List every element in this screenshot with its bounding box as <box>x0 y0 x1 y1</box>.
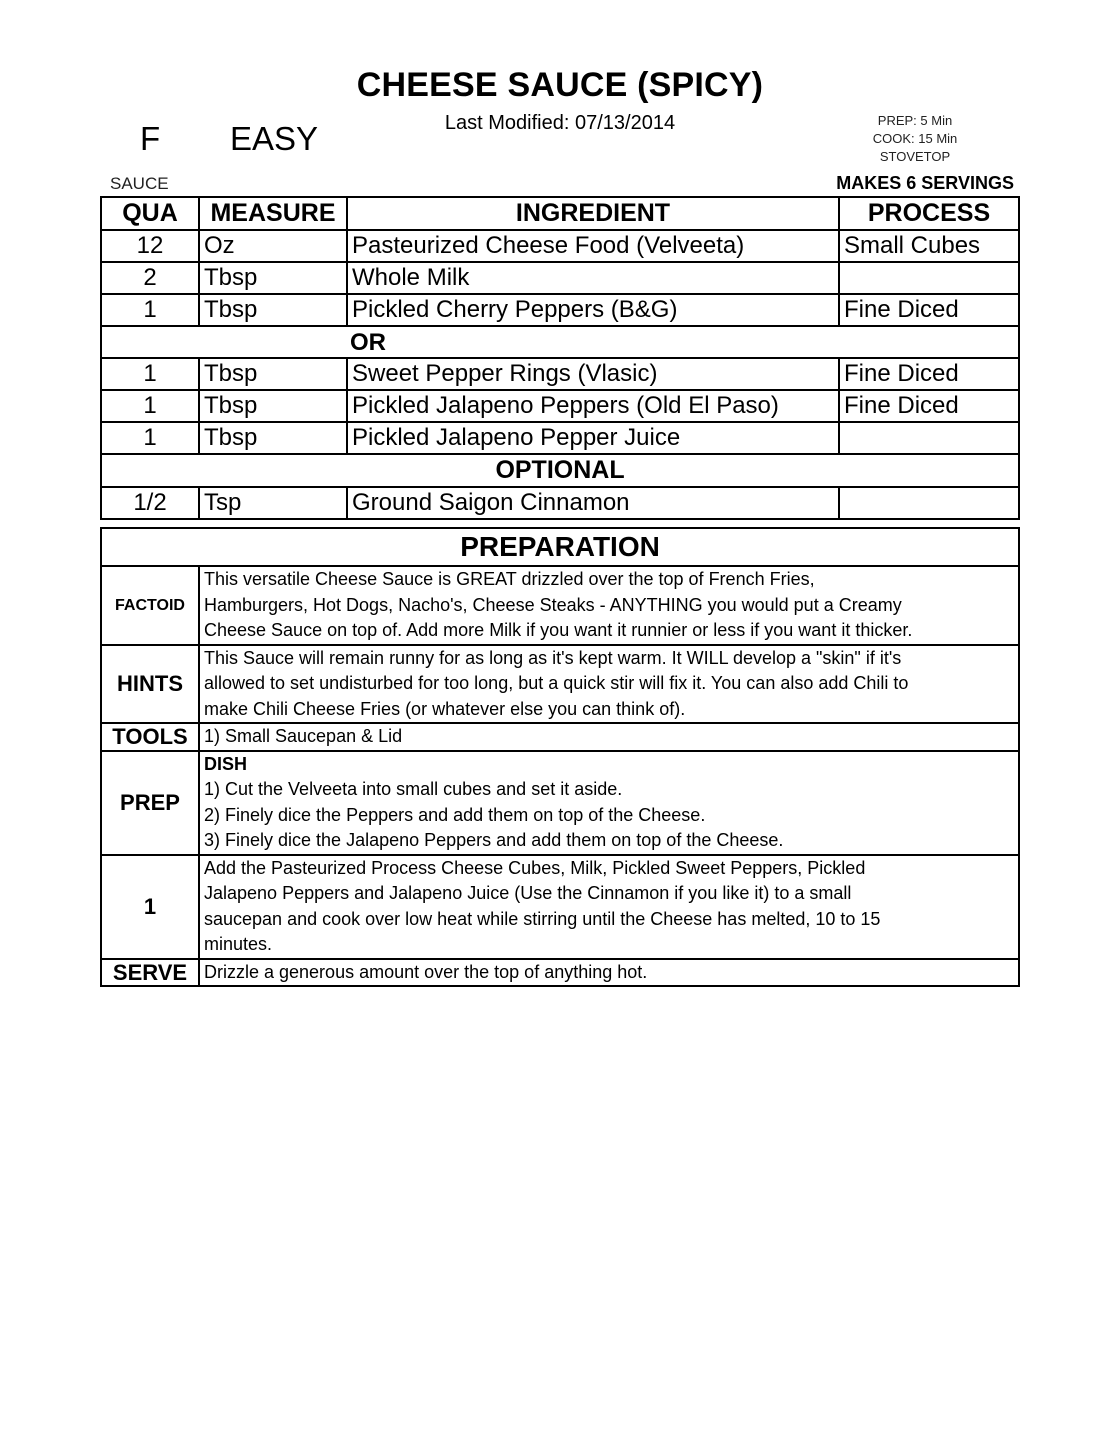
ingredient-process <box>839 422 1019 454</box>
time-info <box>860 112 970 166</box>
ingredient-quantity: 1 <box>101 390 199 422</box>
ingredient-measure: Tbsp <box>199 294 347 326</box>
column-header-process: PROCESS <box>839 197 1019 230</box>
section-label: HINTS <box>101 645 199 724</box>
servings: MAKES 6 SERVINGS <box>836 173 1014 193</box>
ingredient-name: Sweet Pepper Rings (Vlasic) <box>347 358 839 390</box>
recipe-difficulty: EASY <box>230 120 319 157</box>
prep-section-hints <box>101 645 1019 724</box>
ingredient-row <box>101 230 1019 262</box>
ingredient-row <box>101 390 1019 422</box>
ingredient-name: Ground Saigon Cinnamon <box>347 487 839 519</box>
text-line: Jalapeno Peppers and Jalapeno Juice (Use the Cinnamon if you like it) to a small <box>204 883 852 903</box>
text-line: This Sauce will remain runny for as long as it's kept warm. It WILL develop a "skin" if it's <box>204 647 902 668</box>
ingredient-measure: Tbsp <box>199 262 347 294</box>
section-label: TOOLS <box>101 723 199 751</box>
prep-section-serve <box>101 959 1019 987</box>
ingredients-header-row <box>101 197 1019 230</box>
ingredient-name: Pickled Jalapeno Pepper Juice <box>347 422 839 454</box>
column-header-ingredient: INGREDIENT <box>347 197 839 230</box>
ingredient-name: Pasteurized Cheese Food (Velveeta) <box>347 230 839 262</box>
ingredient-measure: Tbsp <box>199 358 347 390</box>
ingredient-measure: Oz <box>199 230 347 262</box>
ingredient-measure: Tsp <box>199 487 347 519</box>
section-text <box>199 723 1019 751</box>
prep-section-step-1 <box>101 855 1019 959</box>
cook-time: COOK: 15 Min <box>872 131 958 146</box>
text-line: 1) Small Saucepan & Lid <box>204 726 403 746</box>
text-line: make Chili Cheese Fries (or whatever else you can think of). <box>204 698 686 719</box>
column-header-measure: MEASURE <box>199 197 347 230</box>
section-text <box>199 855 1019 959</box>
ingredient-name: Whole Milk <box>347 262 839 294</box>
ingredient-quantity: 1 <box>101 294 199 326</box>
ingredient-process: Fine Diced <box>839 294 1019 326</box>
recipe-title: CHEESE SAUCE (SPICY) <box>356 66 764 104</box>
ingredient-measure: Tbsp <box>199 422 347 454</box>
ingredient-measure: Tbsp <box>199 390 347 422</box>
prep-section-prep <box>101 751 1019 855</box>
or-label: OR <box>347 326 1019 358</box>
section-subheading: DISH <box>204 753 248 774</box>
text-line: Add the Pasteurized Process Cheese Cubes, Milk, Pickled Sweet Peppers, Pickled <box>204 857 866 878</box>
ingredient-process: Fine Diced <box>839 358 1019 390</box>
text-line: Hamburgers, Hot Dogs, Nacho's, Cheese Steaks - ANYTHING you would put a Creamy <box>204 594 902 615</box>
ingredient-row <box>101 358 1019 390</box>
column-header-qua: QUA <box>101 197 199 230</box>
section-label: FACTOID <box>101 566 199 645</box>
ingredient-process: Fine Diced <box>839 390 1019 422</box>
ingredient-process <box>839 262 1019 294</box>
text-line: 1) Cut the Velveeta into small cubes and set it aside. <box>204 779 623 799</box>
recipe-grade: F <box>140 120 161 157</box>
text-line: 3) Finely dice the Jalapeno Peppers and add them on top of the Cheese. <box>204 830 784 850</box>
optional-title: OPTIONAL <box>101 454 1019 487</box>
text-line: saucepan and cook over low heat while stirring until the Cheese has melted, 10 to 15 <box>204 908 881 929</box>
ingredient-quantity: 1 <box>101 422 199 454</box>
text-line: allowed to set undisturbed for too long, but a quick stir will fix it. You can also add Chili to <box>204 673 909 693</box>
last-modified: Last Modified: 07/13/2014 <box>444 112 676 134</box>
preparation-title: PREPARATION <box>101 528 1019 566</box>
ingredient-quantity: 2 <box>101 262 199 294</box>
cook-method: STOVETOP <box>879 149 951 164</box>
text-line: Drizzle a generous amount over the top of anything hot. <box>204 961 648 982</box>
text-line: minutes. <box>204 934 273 954</box>
ingredient-name: Pickled Cherry Peppers (B&G) <box>347 294 839 326</box>
preparation-table <box>100 527 1020 987</box>
text-line: This versatile Cheese Sauce is GREAT drizzled over the top of French Fries, <box>204 569 815 589</box>
section-label: 1 <box>101 855 199 959</box>
ingredient-row <box>101 294 1019 326</box>
section-text <box>199 959 1019 987</box>
ingredient-row <box>101 422 1019 454</box>
section-label: SERVE <box>101 959 199 987</box>
optional-table <box>100 453 1020 520</box>
text-line: Cheese Sauce on top of. Add more Milk if you want it runnier or less if you want it thicker. <box>204 620 913 640</box>
ingredient-process: Small Cubes <box>839 230 1019 262</box>
prep-section-tools <box>101 723 1019 751</box>
or-separator-row <box>101 326 1019 358</box>
ingredient-name: Pickled Jalapeno Peppers (Old El Paso) <box>347 390 839 422</box>
section-text <box>199 751 1019 855</box>
optional-ingredient-row <box>101 487 1019 519</box>
ingredient-quantity: 1/2 <box>101 487 199 519</box>
ingredient-quantity: 1 <box>101 358 199 390</box>
text-line: 2) Finely dice the Peppers and add them on top of the Cheese. <box>204 804 706 825</box>
section-text <box>199 645 1019 724</box>
ingredient-quantity: 12 <box>101 230 199 262</box>
prep-time: PREP: 5 Min <box>877 113 953 128</box>
section-text <box>199 566 1019 645</box>
ingredients-table <box>100 196 1020 455</box>
ingredient-row <box>101 262 1019 294</box>
section-label: PREP <box>101 751 199 855</box>
prep-section-factoid <box>101 566 1019 645</box>
ingredient-process <box>839 487 1019 519</box>
recipe-category: SAUCE <box>110 174 169 193</box>
